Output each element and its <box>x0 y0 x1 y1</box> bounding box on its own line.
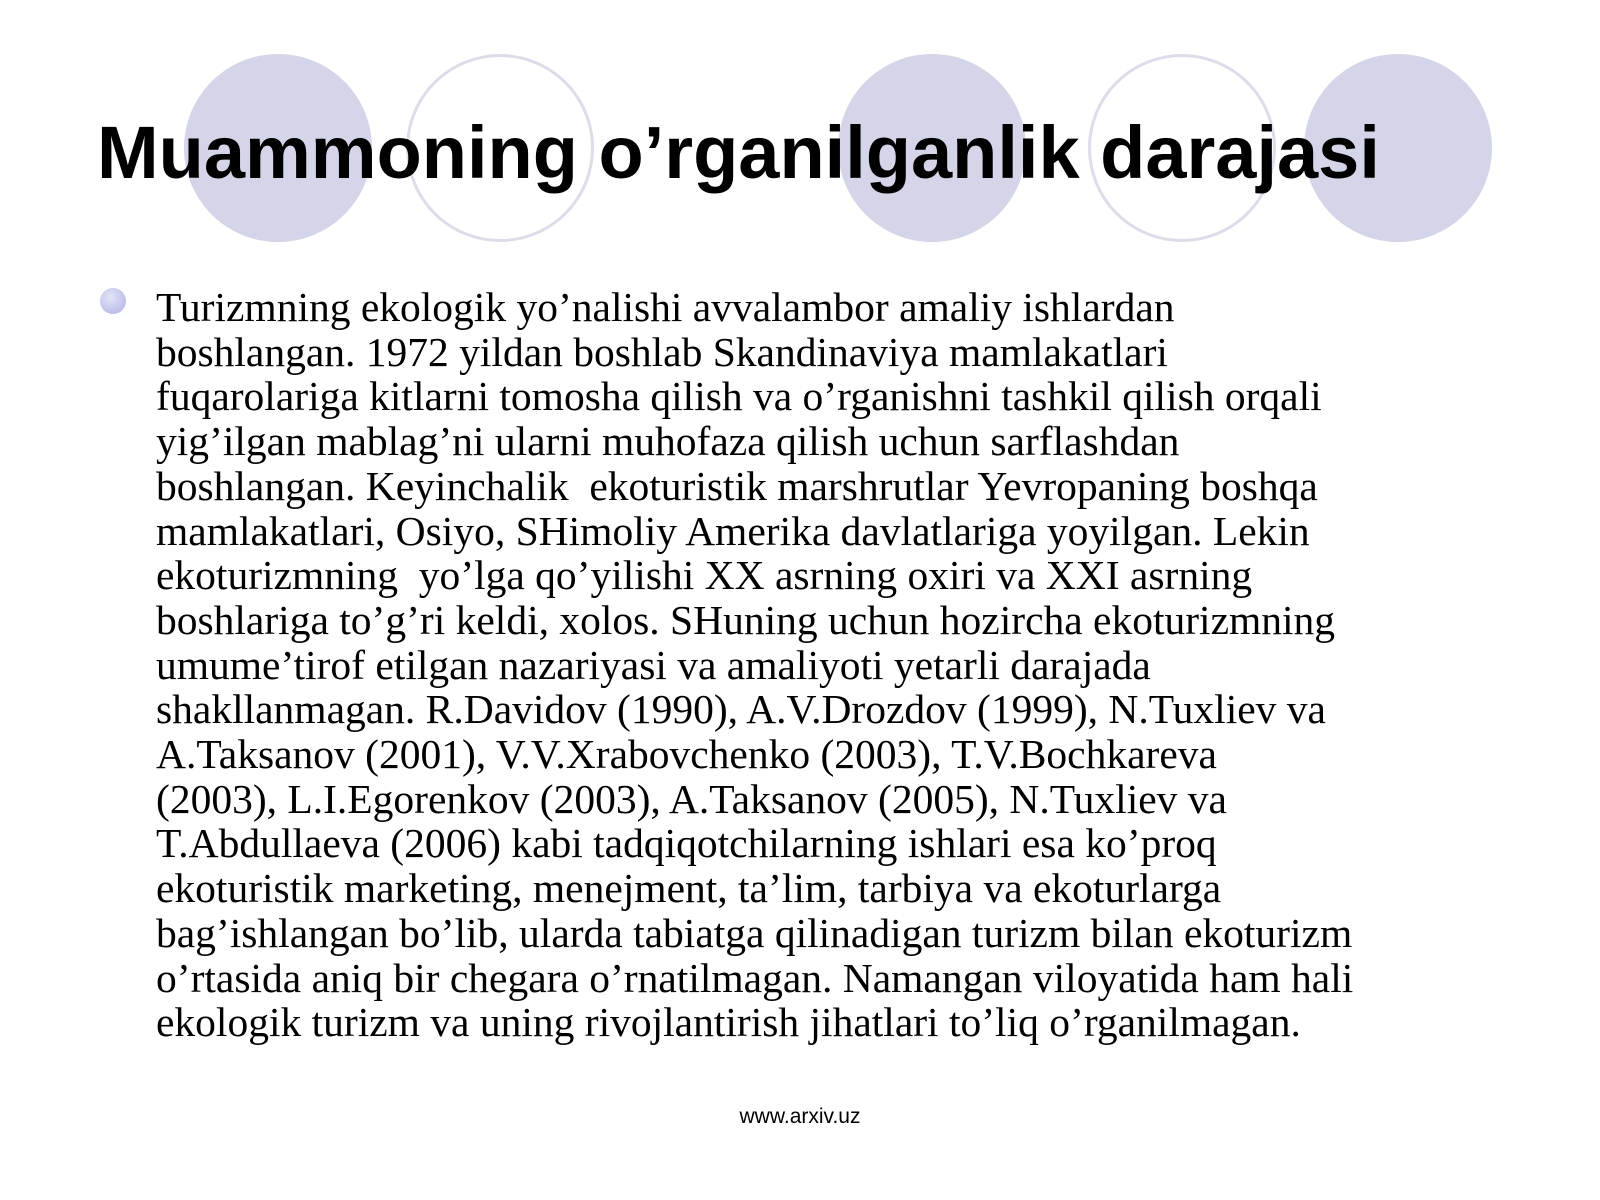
body-line: ekoturistik marketing, menejment, ta’lim, tarbiya va ekoturlarga <box>156 865 1222 912</box>
slide-title: Muammoning o’rganilganlik darajasi <box>97 111 1380 194</box>
body-line: shakllanmagan. R.Davidov (1990), A.V.Drozdov (1999), N.Tuxliev va <box>156 686 1326 733</box>
body-line: boshlangan. Keyinchalik ekoturistik marshrutlar Yevropaning boshqa <box>156 462 1318 509</box>
body-line: ekoturizmning yo’lga qo’yilishi XX asrning oxiri va XXI asrning <box>156 552 1253 599</box>
body-line: ekologik turizm va uning rivojlantirish jihatlari to’liq o’rganilmagan. <box>156 999 1301 1046</box>
body-line: A.Taksanov (2001), V.V.Xrabovchenko (2003), T.V.Bochkareva <box>156 731 1217 778</box>
body-line: boshlangan. 1972 yildan boshlab Skandinaviya mamlakatlari <box>156 328 1168 375</box>
body-line: yig’ilgan mablag’ni ularni muhofaza qilish uchun sarflashdan <box>156 418 1180 465</box>
slide-body-text <box>156 285 1546 1045</box>
bullet-dot-icon <box>100 288 126 314</box>
body-line: umume’tirof etilgan nazariyasi va amaliyoti yetarli darajada <box>156 641 1151 688</box>
body-line: fuqarolariga kitlarni tomosha qilish va o’rganishni tashkil qilish orqali <box>156 373 1322 420</box>
footer-website: www.arxiv.uz <box>739 1105 861 1128</box>
body-line: (2003), L.I.Egorenkov (2003), A.Taksanov (2005), N.Tuxliev va <box>156 775 1227 822</box>
body-line: bag’ishlangan bo’lib, ularda tabiatga qilinadigan turizm bilan ekoturizm <box>156 909 1353 956</box>
body-line: o’rtasida aniq bir chegara o’rnatilmagan. Namangan viloyatida ham hali <box>156 954 1354 1001</box>
body-line: boshlariga to’g’ri keldi, xolos. SHuning uchun hozircha ekoturizmning <box>156 596 1336 643</box>
body-line: mamlakatlari, Osiyo, SHimoliy Amerika davlatlariga yoyilgan. Lekin <box>156 507 1310 554</box>
body-line: Turizmning ekologik yo’nalishi avvalambor amaliy ishlardan <box>156 284 1175 330</box>
body-line: T.Abdullaeva (2006) kabi tadqiqotchilarning ishlari esa ko’proq <box>156 820 1217 867</box>
